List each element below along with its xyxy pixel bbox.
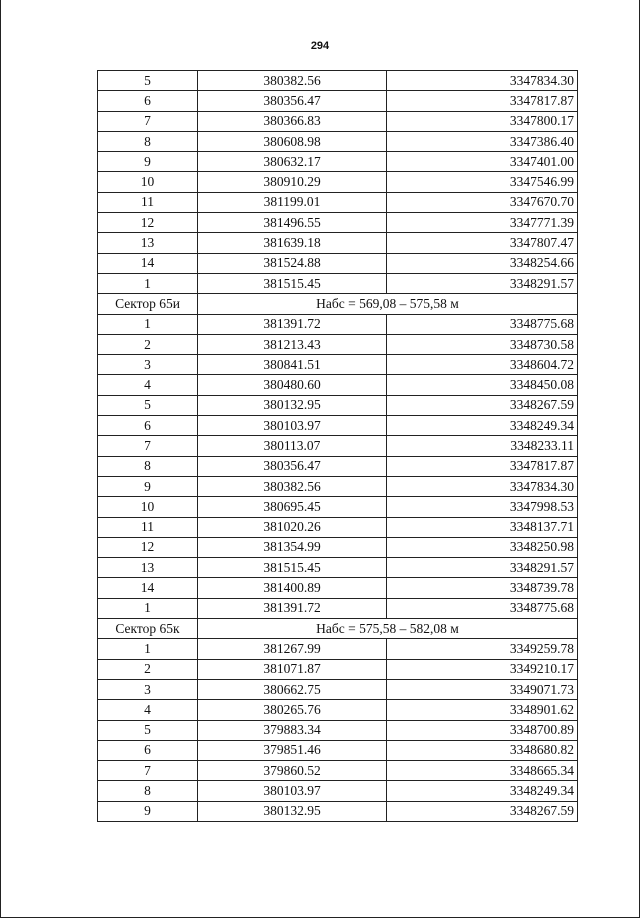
x-coordinate: 381496.55 (198, 213, 387, 233)
point-number: 1 (98, 639, 198, 659)
point-number: 9 (98, 476, 198, 496)
y-coordinate: 3349210.17 (387, 659, 578, 679)
point-number: 5 (98, 720, 198, 740)
x-coordinate: 381391.72 (198, 598, 387, 618)
point-number: 9 (98, 152, 198, 172)
x-coordinate: 380356.47 (198, 456, 387, 476)
point-number: 10 (98, 172, 198, 192)
y-coordinate: 3348291.57 (387, 558, 578, 578)
y-coordinate: 3348250.98 (387, 537, 578, 557)
y-coordinate: 3347834.30 (387, 476, 578, 496)
y-coordinate: 3349071.73 (387, 679, 578, 699)
y-coordinate: 3348267.59 (387, 801, 578, 821)
y-coordinate: 3347807.47 (387, 233, 578, 253)
table-row (98, 395, 578, 415)
sector-name: Сектор 65к (98, 619, 198, 639)
y-coordinate: 3348233.11 (387, 436, 578, 456)
x-coordinate: 380265.76 (198, 700, 387, 720)
point-number: 3 (98, 679, 198, 699)
point-number: 12 (98, 537, 198, 557)
table-row (98, 720, 578, 740)
table-row (98, 334, 578, 354)
point-number: 7 (98, 111, 198, 131)
y-coordinate: 3347670.70 (387, 192, 578, 212)
y-coordinate: 3348775.68 (387, 314, 578, 334)
y-coordinate: 3347401.00 (387, 152, 578, 172)
x-coordinate: 380841.51 (198, 355, 387, 375)
y-coordinate: 3348267.59 (387, 395, 578, 415)
point-number: 3 (98, 355, 198, 375)
point-number: 5 (98, 395, 198, 415)
y-coordinate: 3348730.58 (387, 334, 578, 354)
point-number: 1 (98, 598, 198, 618)
point-number: 11 (98, 517, 198, 537)
point-number: 2 (98, 334, 198, 354)
x-coordinate: 380103.97 (198, 781, 387, 801)
table-row (98, 111, 578, 131)
table-row (98, 375, 578, 395)
table-row (98, 476, 578, 496)
y-coordinate: 3347817.87 (387, 91, 578, 111)
y-coordinate: 3348249.34 (387, 416, 578, 436)
x-coordinate: 381267.99 (198, 639, 387, 659)
table-row (98, 537, 578, 557)
y-coordinate: 3347834.30 (387, 71, 578, 91)
x-coordinate: 380113.07 (198, 436, 387, 456)
point-number: 14 (98, 253, 198, 273)
y-coordinate: 3348700.89 (387, 720, 578, 740)
table-row (98, 273, 578, 293)
table-row (98, 233, 578, 253)
x-coordinate: 381354.99 (198, 537, 387, 557)
table-row (98, 71, 578, 91)
x-coordinate: 380608.98 (198, 131, 387, 151)
coordinates-table (97, 70, 578, 822)
table-row (98, 761, 578, 781)
x-coordinate: 380480.60 (198, 375, 387, 395)
y-coordinate: 3348249.34 (387, 781, 578, 801)
table-row (98, 801, 578, 821)
point-number: 4 (98, 375, 198, 395)
table-row (98, 598, 578, 618)
x-coordinate: 381515.45 (198, 273, 387, 293)
x-coordinate: 380103.97 (198, 416, 387, 436)
table-row (98, 91, 578, 111)
y-coordinate: 3348254.66 (387, 253, 578, 273)
point-number: 1 (98, 273, 198, 293)
page-number: 294 (310, 40, 330, 52)
table-row (98, 131, 578, 151)
y-coordinate: 3348775.68 (387, 598, 578, 618)
table-row (98, 700, 578, 720)
point-number: 10 (98, 497, 198, 517)
table-row (98, 192, 578, 212)
table-row (98, 578, 578, 598)
point-number: 6 (98, 740, 198, 760)
point-number: 7 (98, 436, 198, 456)
y-coordinate: 3347386.40 (387, 131, 578, 151)
x-coordinate: 380910.29 (198, 172, 387, 192)
point-number: 14 (98, 578, 198, 598)
y-coordinate: 3348665.34 (387, 761, 578, 781)
x-coordinate: 381515.45 (198, 558, 387, 578)
x-coordinate: 379851.46 (198, 740, 387, 760)
sector-header-row (98, 294, 578, 314)
table-row (98, 213, 578, 233)
y-coordinate: 3347771.39 (387, 213, 578, 233)
y-coordinate: 3348450.08 (387, 375, 578, 395)
x-coordinate: 380695.45 (198, 497, 387, 517)
y-coordinate: 3347800.17 (387, 111, 578, 131)
point-number: 7 (98, 761, 198, 781)
table-row (98, 314, 578, 334)
sector-header-row (98, 619, 578, 639)
table-row (98, 659, 578, 679)
coordinates-table-body (98, 71, 578, 822)
table-row (98, 497, 578, 517)
table-row (98, 456, 578, 476)
table-row (98, 639, 578, 659)
table-row (98, 152, 578, 172)
point-number: 12 (98, 213, 198, 233)
x-coordinate: 381199.01 (198, 192, 387, 212)
y-coordinate: 3347998.53 (387, 497, 578, 517)
point-number: 1 (98, 314, 198, 334)
x-coordinate: 380366.83 (198, 111, 387, 131)
table-row (98, 416, 578, 436)
page-edge-left (0, 0, 1, 918)
x-coordinate: 380356.47 (198, 91, 387, 111)
x-coordinate: 381213.43 (198, 334, 387, 354)
x-coordinate: 379860.52 (198, 761, 387, 781)
y-coordinate: 3348291.57 (387, 273, 578, 293)
point-number: 11 (98, 192, 198, 212)
point-number: 2 (98, 659, 198, 679)
x-coordinate: 380132.95 (198, 801, 387, 821)
table-row (98, 740, 578, 760)
point-number: 4 (98, 700, 198, 720)
table-row (98, 436, 578, 456)
y-coordinate: 3348604.72 (387, 355, 578, 375)
x-coordinate: 380662.75 (198, 679, 387, 699)
x-coordinate: 381071.87 (198, 659, 387, 679)
y-coordinate: 3348680.82 (387, 740, 578, 760)
table-row (98, 558, 578, 578)
point-number: 6 (98, 91, 198, 111)
point-number: 5 (98, 71, 198, 91)
x-coordinate: 381400.89 (198, 578, 387, 598)
x-coordinate: 379883.34 (198, 720, 387, 740)
y-coordinate: 3347546.99 (387, 172, 578, 192)
x-coordinate: 381639.18 (198, 233, 387, 253)
point-number: 6 (98, 416, 198, 436)
point-number: 13 (98, 233, 198, 253)
elevation-range: Набс = 575,58 – 582,08 м (198, 619, 578, 639)
point-number: 9 (98, 801, 198, 821)
x-coordinate: 380382.56 (198, 476, 387, 496)
x-coordinate: 380632.17 (198, 152, 387, 172)
point-number: 13 (98, 558, 198, 578)
point-number: 8 (98, 131, 198, 151)
sector-name: Сектор 65и (98, 294, 198, 314)
table-row (98, 355, 578, 375)
y-coordinate: 3349259.78 (387, 639, 578, 659)
table-row (98, 253, 578, 273)
x-coordinate: 380132.95 (198, 395, 387, 415)
point-number: 8 (98, 456, 198, 476)
point-number: 8 (98, 781, 198, 801)
table-row (98, 517, 578, 537)
x-coordinate: 381524.88 (198, 253, 387, 273)
x-coordinate: 381020.26 (198, 517, 387, 537)
y-coordinate: 3347817.87 (387, 456, 578, 476)
table-row (98, 781, 578, 801)
table-row (98, 172, 578, 192)
x-coordinate: 380382.56 (198, 71, 387, 91)
elevation-range: Набс = 569,08 – 575,58 м (198, 294, 578, 314)
table-row (98, 679, 578, 699)
y-coordinate: 3348739.78 (387, 578, 578, 598)
x-coordinate: 381391.72 (198, 314, 387, 334)
y-coordinate: 3348901.62 (387, 700, 578, 720)
y-coordinate: 3348137.71 (387, 517, 578, 537)
